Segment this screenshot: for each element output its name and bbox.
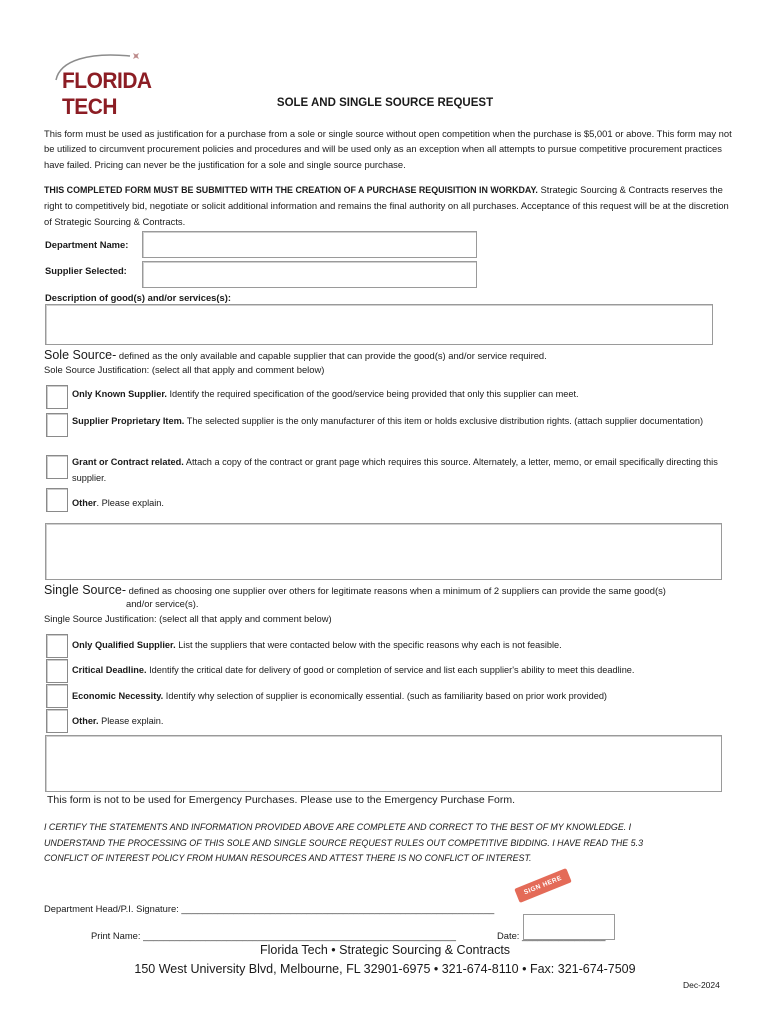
single-source-comment-field[interactable]: [45, 735, 722, 792]
option-sole-other: Other. Please explain.: [72, 498, 164, 508]
certification-statement: I CERTIFY THE STATEMENTS AND INFORMATION PROVIDED ABOVE ARE COMPLETE AND CORRECT TO THE BEST OF MY KNOWLEDGE. I UNDERSTAND THE PROCESSING OF THIS SOLE AND SINGLE SOURCE REQUEST RULES OUT COMPETITIVE BIDDING. I HAVE READ THE 5.3 CONFLICT OF INTEREST POLICY FROM HUMAN RESOURCES AND ATTEST THERE IS NO CONFLICT OF INTEREST.: [44, 822, 643, 863]
sole-source-definition: [44, 346, 744, 364]
supplier-label: Supplier Selected:: [45, 265, 127, 276]
checkbox-grant-or-contract[interactable]: [46, 455, 68, 479]
single-source-definition: [44, 581, 744, 599]
signature-row: [44, 903, 494, 914]
notice-text: Strategic Sourcing & Contracts reserves the right to competitively bid, negotiate or solicit additional information and remains the final authority on all purchases. Acceptance of this request will be at the discretion of Strategic Sourcing & Contracts.: [44, 184, 729, 227]
date-line[interactable]: ________________: [522, 930, 606, 941]
intro-paragraph: This form must be used as justification for a purchase from a sole or single source without open competition when the purchase is $5,001 or above. This form may not be utilized to circumvent procurement policies and procedures and will be used only as an exception when all attempts to pursue competitive procurement practices have failed. Pricing can never be the justification for a sole and single source purchase.: [44, 128, 732, 170]
checkbox-only-known-supplier[interactable]: [46, 385, 68, 409]
option-supplier-proprietary-item: Supplier Proprietary Item. The selected supplier is the only manufacturer of this item or holds exclusive distribution rights. (attach supplier documentation): [72, 416, 703, 426]
revision-date: Dec-2024: [683, 980, 720, 990]
sole-source-justification: Sole Source Justification: (select all that apply and comment below): [44, 364, 325, 375]
checkbox-single-other[interactable]: [46, 709, 68, 733]
print-name-row: [91, 930, 456, 941]
option-critical-deadline: Critical Deadline. Identify the critical date for delivery of good or completion of service and list each supplier's ability to meet this deadline.: [72, 665, 635, 675]
single-source-definition-cont: and/or service(s).: [126, 598, 199, 609]
emergency-note: This form is not to be used for Emergency Purchases. Please use to the Emergency Purchase Form.: [47, 794, 516, 806]
supplier-selected-field[interactable]: [142, 261, 477, 288]
option-only-known-supplier: Only Known Supplier. Identify the required specification of the good/service being provided that only this supplier can meet.: [72, 389, 579, 399]
footer-line-1: Florida Tech • Strategic Sourcing & Contracts: [259, 943, 511, 957]
print-name-label: Print Name:: [91, 930, 141, 941]
description-field[interactable]: [45, 304, 713, 345]
checkbox-economic-necessity[interactable]: [46, 684, 68, 708]
florida-tech-logo: [50, 50, 195, 119]
checkbox-critical-deadline[interactable]: [46, 659, 68, 683]
single-source-definition-text: defined as choosing one supplier over others for legitimate reasons when a minimum of 2 suppliers can provide the same good(s): [126, 585, 666, 596]
date-label: Date:: [497, 930, 520, 941]
sole-source-heading: Sole Source-: [44, 348, 117, 362]
sole-source-definition-text: defined as the only available and capable supplier that can provide the good(s) and/or service required.: [116, 350, 547, 361]
option-single-other: Other. Please explain.: [72, 716, 164, 726]
option-only-qualified-supplier: Only Qualified Supplier. List the suppliers that were contacted below with the specific reasons why each is not feasible.: [72, 640, 562, 650]
department-label: Department Name:: [45, 239, 129, 250]
page-title: SOLE AND SINGLE SOURCE REQUEST: [276, 97, 494, 109]
option-economic-necessity: Economic Necessity. Identify why selection of supplier is economically essential. (such as familiarity based on prior work provided): [72, 691, 607, 701]
print-name-line[interactable]: ____________________________________________________________: [143, 930, 456, 941]
date-row: [497, 930, 605, 941]
department-name-field[interactable]: [142, 231, 477, 258]
checkbox-sole-other[interactable]: [46, 488, 68, 512]
signature-line: ____________________________________________________________: [181, 903, 495, 914]
logo-text: FLORIDA TECH: [62, 68, 151, 119]
checkbox-only-qualified-supplier[interactable]: [46, 634, 68, 658]
single-source-justification: Single Source Justification: (select all that apply and comment below): [44, 613, 332, 624]
option-grant-or-contract: Grant or Contract related. Attach a copy of the contract or grant page which requires this source. Alternately, a letter, memo, or email specifically directing this supplier.: [72, 457, 718, 483]
sign-here-tag: SIGN HERE: [514, 868, 572, 903]
signature-label: Department Head/P.I. Signature:: [44, 903, 179, 914]
notice-bold: THIS COMPLETED FORM MUST BE SUBMITTED WITH THE CREATION OF A PURCHASE REQUISITION IN WORKDAY.: [44, 185, 538, 195]
sole-source-comment-field[interactable]: [45, 523, 722, 580]
description-label: Description of good(s) and/or services(s):: [45, 292, 231, 303]
single-source-heading: Single Source-: [44, 583, 126, 597]
footer-line-2: 150 West University Blvd, Melbourne, FL 32901-6975 • 321-674-8110 • Fax: 321-674-7509: [134, 962, 636, 976]
checkbox-supplier-proprietary-item[interactable]: [46, 413, 68, 437]
notice-paragraph: [44, 182, 734, 229]
